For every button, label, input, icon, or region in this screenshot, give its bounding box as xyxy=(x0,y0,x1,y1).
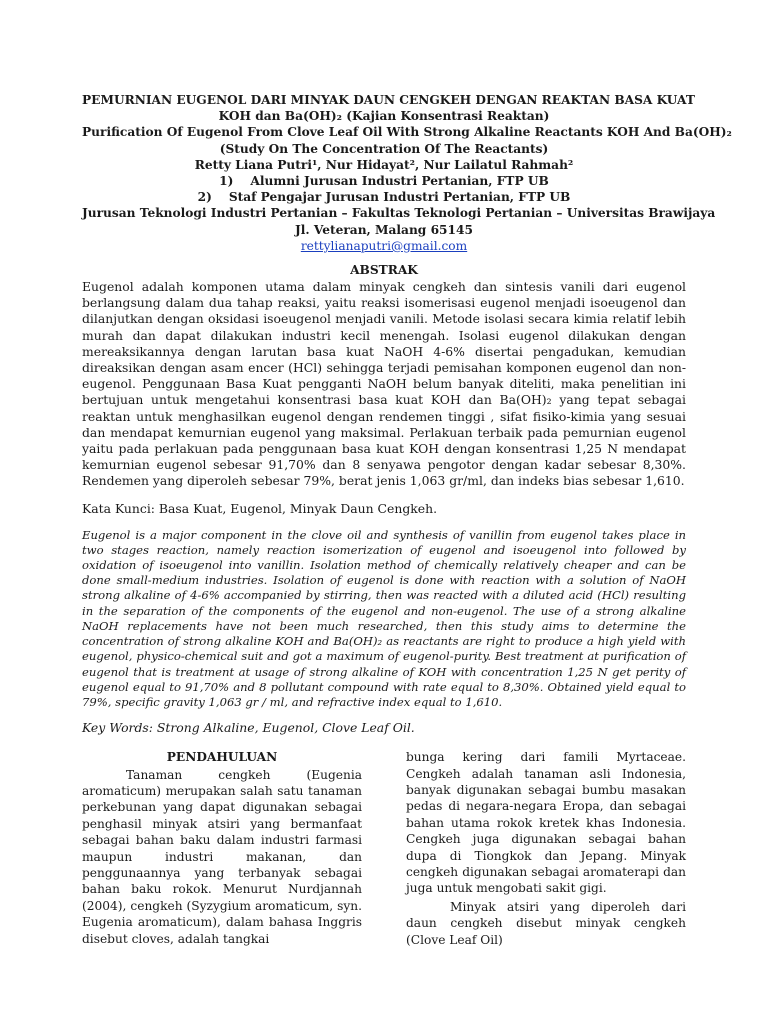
paper-header xyxy=(82,92,732,254)
department: Jurusan Teknologi Industri Pertanian – Fakultas Teknologi Pertanian – Universitas Brawijaya xyxy=(82,206,716,221)
right-column xyxy=(406,749,686,948)
email-link[interactable]: rettylianaputri@gmail.com xyxy=(300,238,468,253)
abstract-keywords: Kata Kunci: Basa Kuat, Eugenol, Minyak Daun Cengkeh. xyxy=(82,500,438,516)
intro-paragraph-1: Tanaman cengkeh (Eugenia aromaticum) merupakan salah satu tanaman perkebunan yang dapat digunakan sebagai penghasil minyak atsiri yang bermanfaat sebagai bahan baku dalam industri farmasi maupun industri makanan, dan penggunaannya yang terbanyak sebagai bahan baku rokok. Menurut Nurdjannah (2004), cengkeh (Syzygium aromaticum, syn. Eugenia aromaticum), dalam bahasa Inggris disebut cloves, adalah tangkai xyxy=(82,767,362,946)
affiliation-2: 2) Staf Pengajar Jurusan Industri Pertanian, FTP UB xyxy=(197,190,571,205)
title-indonesian-line-2: KOH dan Ba(OH)₂ (Kajian Konsentrasi Reaktan) xyxy=(218,109,550,124)
address: Jl. Veteran, Malang 65145 xyxy=(295,222,473,237)
left-column xyxy=(82,749,362,948)
intro-paragraph-2: Minyak atsiri yang diperoleh dari daun cengkeh disebut minyak cengkeh (Clove Leaf Oil) xyxy=(406,899,686,947)
intro-paragraph-continuation: bunga kering dari famili Myrtaceae. Cengkeh adalah tanaman asli Indonesia, banyak digunakan sebagai bumbu masakan pedas di negara-negara Eropa, dan sebagai bahan utama rokok kretek khas Indonesia. Cengkeh juga digunakan sebagai bahan dupa di Tiongkok dan Jepang. Minyak cengkeh digunakan sebagai aromaterapi dan juga untuk mengobati sakit gigi. xyxy=(406,750,686,896)
english-keywords: Key Words: Strong Alkaline, Eugenol, Clove Leaf Oil. xyxy=(82,720,415,736)
title-indonesian-line-1: PEMURNIAN EUGENOL DARI MINYAK DAUN CENGKEH DENGAN REAKTAN BASA KUAT xyxy=(82,93,695,107)
abstract-title: ABSTRAK xyxy=(350,263,418,278)
title-english-line-1: Purification Of Eugenol From Clove Leaf Oil With Strong Alkaline Reactants KOH And Ba(OH)₂ xyxy=(82,125,732,140)
affiliation-1: 1) Alumni Jurusan Industri Pertanian, FTP UB xyxy=(219,174,549,189)
authors: Retty Liana Putri¹, Nur Hidayat², Nur Lailatul Rahmah² xyxy=(194,157,574,172)
title-english-line-2: (Study On The Concentration Of The Reactants) xyxy=(219,141,549,156)
abstract-body: Eugenol adalah komponen utama dalam minyak cengkeh dan sintesis vanili dari eugenol berlangsung dalam dua tahap reaksi, yaitu reaksi isomerisasi eugenol menjadi isoeugenol dan dilanjutkan dengan oksidasi isoeugenol menjadi vanili. Metode isolasi secara kimia relatif lebih murah dan dapat dilakukan industri kecil menengah. Isolasi eugenol dilakukan dengan mereaksikannya dengan larutan basa kuat NaOH 4-6% disertai pengadukan, kemudian direaksikan dengan asam encer (HCl) sehingga terjadi pemisahan komponen eugenol dan non-eugenol. Penggunaan Basa Kuat pengganti NaOH belum banyak diteliti, maka penelitian ini bertujuan untuk mengetahui konsentrasi basa kuat KOH dan Ba(OH)₂ yang tepat sebagai reaktan untuk menghasilkan eugenol dengan rendemen tinggi , sifat fisiko-kimia yang sesuai dan mendapat kemurnian eugenol yang maksimal. Perlakuan terbaik pada pemurnian eugenol yaitu pada perlakuan pada penggunaan basa kuat KOH dengan konsentrasi 1,25 N mendapat kemurnian eugenol sebesar 91,70% dan 8 senyawa pengotor dengan kadar sebesar 8,30%. Rendemen yang diperoleh sebesar 79%, berat jenis 1,063 gr/ml, dan indeks bias sebesar 1,610. xyxy=(82,279,686,489)
two-column-section xyxy=(82,749,686,948)
english-abstract-body: Eugenol is a major component in the clove oil and synthesis of vanillin from eugenol takes place in two stages reaction, namely reaction isomerization of eugenol and isoeugenol into followed by oxidation of isoeugenol into vanillin. Isolation method of chemically relatively cheaper and can be done small-medium industries. Isolation of eugenol is done with reaction with a solution of NaOH strong alkaline of 4-6% accompanied by stirring, then was reacted with a diluted acid (HCl) resulting in the separation of the components of the eugenol and non-eugenol. The use of a strong alkaline NaOH replacements have not been much researched, then this study aims to determine the concentration of strong alkaline KOH and Ba(OH)₂ as reactants are right to produce a high yield with eugenol, physico-chemical suit and got a maximum of eugenol-purity. Best treatment at purification of eugenol that is treatment at usage of strong alkaline of KOH with concentration 1,25 N get perity of eugenol equal to 91,70% and 8 pollutant compound with rate equal to 8,30%. Obtained yield equal to 79%, specific gravity 1,063 gr / ml, and refractive index equal to 1,610. xyxy=(82,527,686,709)
section-title-pendahuluan: PENDAHULUAN xyxy=(166,750,278,765)
